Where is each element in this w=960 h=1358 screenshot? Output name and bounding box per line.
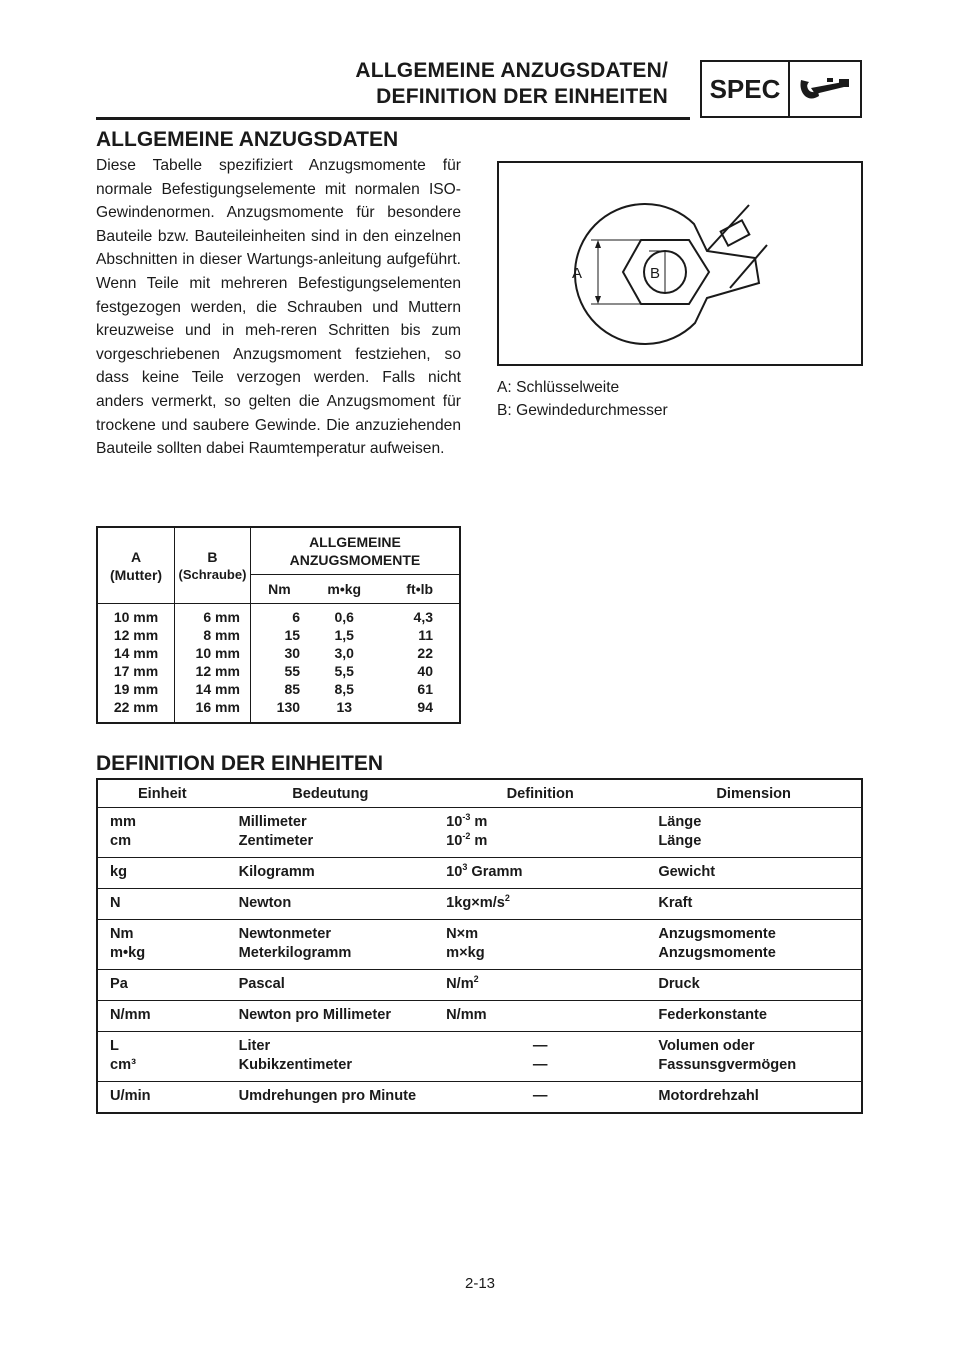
definition-cell: $10^3$ Gramm: [434, 858, 646, 889]
meaning-cell: Newton: [227, 889, 435, 920]
header-title-line1: ALLGEMEINE ANZUGSDATEN/: [355, 59, 668, 82]
spec-badge: [700, 60, 862, 118]
torque-header-nm: Nm: [250, 575, 308, 604]
meaning-cell: Newtonmeter Meterkilogramm: [227, 920, 435, 970]
figure-legend: [497, 376, 668, 422]
table-row: [97, 1001, 862, 1032]
meaning-cell: Newton pro Millimeter: [227, 1001, 435, 1032]
definition-cell: $N/m^2$: [434, 970, 646, 1001]
wrench-icon: [790, 62, 860, 116]
unit-cell: N: [97, 889, 227, 920]
definition-cell: — —: [434, 1032, 646, 1082]
wrench-diagram: [497, 161, 863, 366]
definition-cell: $10^{-3}$ m $10^{-2}$ m: [434, 808, 646, 858]
unit-cell: kg: [97, 858, 227, 889]
torque-col-nm: 6 15 30 55 85 130: [276, 609, 301, 715]
definition-cell: $1kg\times m/s^2$: [434, 889, 646, 920]
torque-header-group: ALLGEMEINE ANZUGSMOMENTE: [250, 527, 460, 575]
dimension-cell: Kraft: [646, 889, 862, 920]
page-header-title: [355, 58, 668, 110]
unit-cell: Pa: [97, 970, 227, 1001]
torque-col-b: 6 mm 8 mm 10 mm 12 mm 14 mm 16 mm: [175, 604, 251, 724]
section-title-unit-definitions: DEFINITION DER EINHEITEN: [96, 752, 384, 775]
dimension-cell: Federkonstante: [646, 1001, 862, 1032]
dimension-cell: Anzugsmomente Anzugsmomente: [646, 920, 862, 970]
header-title-line2: DEFINITION DER EINHEITEN: [376, 85, 668, 108]
meaning-cell: Pascal: [227, 970, 435, 1001]
units-header-unit: Einheit: [97, 779, 227, 808]
figure-label-b: B: [650, 265, 661, 282]
definition-cell: —: [532, 1088, 548, 1104]
table-row: [97, 858, 862, 889]
unit-cell: Nm m•kg: [97, 920, 227, 970]
unit-cell: L cm³: [97, 1032, 227, 1082]
unit-cell: mm cm: [97, 808, 227, 858]
legend-item-b: B: Gewindedurchmesser: [497, 402, 668, 419]
table-row: [97, 1082, 862, 1114]
table-row: [97, 920, 862, 970]
torque-col-ftlb: 4,3 11 22 40 61 94: [413, 609, 433, 715]
header-rule: [96, 117, 690, 120]
spec-label: SPEC: [702, 62, 790, 116]
table-row: [97, 808, 862, 858]
definition-cell: N/mm: [434, 1001, 646, 1032]
units-body: [97, 808, 862, 1114]
table-row: [97, 889, 862, 920]
units-header-meaning: Bedeutung: [227, 779, 435, 808]
torque-table: [96, 526, 461, 724]
torque-data-row: [97, 604, 460, 724]
meaning-cell: Kilogramm: [227, 858, 435, 889]
torque-col-mkg: 0,6 1,5 3,0 5,5 8,5 13: [334, 609, 354, 715]
dimension-cell: Motordrehzahl: [658, 1088, 759, 1104]
unit-cell: N/mm: [97, 1001, 227, 1032]
torque-col-a: 10 mm 12 mm 14 mm 17 mm 19 mm 22 mm: [97, 604, 175, 724]
torque-header-b: B (Schraube): [175, 527, 251, 604]
dimension-cell: Volumen oder Fassunsgvermögen: [646, 1032, 862, 1082]
table-row: [97, 1032, 862, 1082]
page-number: 2-13: [464, 1275, 496, 1292]
dimension-cell: Länge Länge: [646, 808, 862, 858]
meaning-cell: Liter Kubikzentimeter: [227, 1032, 435, 1082]
dimension-cell: Druck: [646, 970, 862, 1001]
units-header-definition: Definition: [434, 779, 646, 808]
intro-paragraph: Diese Tabelle spezifiziert Anzugsmomente für normale Befestigungselemente mit normalen ISO-Gewindenormen. Anzugsmomente für besondere Bauteile bzw. Bauteileinheiten sind in den einzelnen Abschnitten in dieser Wartungs-anleitung aufgeführt. Wenn Teile mit mehreren Befestigungselementen festgezogen werden, die Schrauben und Muttern kreuzweise und in meh-reren Schritten bis zum vorgeschriebenen Anzugsmoment festziehen, so dass keine Teile verzogen werden. Falls nicht anders vermerkt, so gelten die Anzugsmoment für trockene und saubere Gewinde. Die anzuziehenden Bauteile sollten dabei Raumtemperatur aufweisen.: [96, 157, 461, 458]
table-row: [97, 970, 862, 1001]
unit-definition-table: [96, 778, 863, 1114]
torque-header-mkg: m•kg: [308, 575, 380, 604]
torque-header-ftlb: ft•lb: [380, 575, 460, 604]
unit-cell: U/min: [110, 1088, 151, 1104]
meaning-cell: Umdrehungen pro Minute: [238, 1088, 417, 1104]
figure-label-a: A: [572, 265, 583, 282]
section-title-general-torque: ALLGEMEINE ANZUGSDATEN: [96, 128, 399, 151]
hex-nut-shape: [623, 240, 709, 304]
units-header-dimension: Dimension: [646, 779, 862, 808]
dimension-cell: Gewicht: [646, 858, 862, 889]
meaning-cell: Millimeter Zentimeter: [227, 808, 435, 858]
definition-cell: N×m m×kg: [434, 920, 646, 970]
legend-item-a: A: Schlüsselweite: [497, 379, 620, 396]
torque-header-a: A (Mutter): [97, 527, 175, 604]
